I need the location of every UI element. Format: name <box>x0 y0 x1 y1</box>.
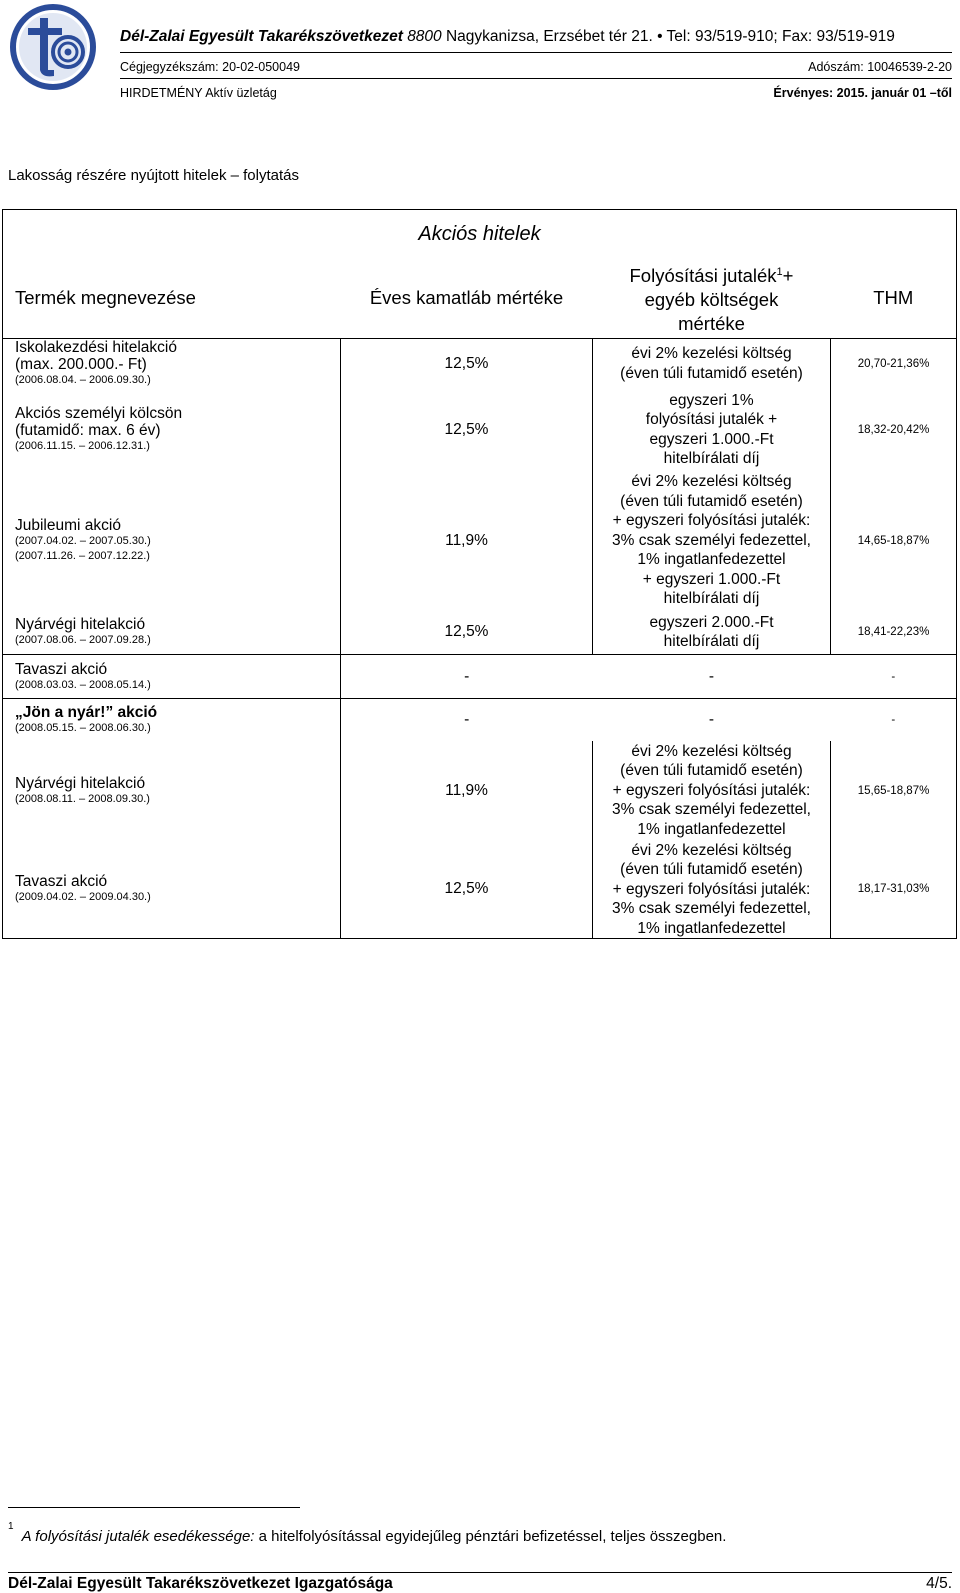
thm-cell: - <box>831 699 957 741</box>
thm-cell: 14,65-18,87% <box>831 471 957 611</box>
footnote-rule <box>8 1507 300 1508</box>
org-address: Nagykanizsa, Erzsébet tér 21. <box>445 28 653 45</box>
footnote-text: a hitelfolyósítással egyidejűleg pénztári befizetéssel, teljes összegben. <box>258 1528 727 1545</box>
page-number: 4/5. <box>926 1575 952 1592</box>
thm-cell: 18,17-31,03% <box>831 841 957 939</box>
fee-cell: évi 2% kezelési költség (éven túli futamidő esetén) + egyszeri folyósítási jutalék: 3% csak személyi fedezettel, 1% ingatlanfedezettel <box>593 841 831 939</box>
fee-cell: évi 2% kezelési költség (éven túli futamidő esetén) + egyszeri folyósítási jutalék: 3% csak személyi fedezettel, 1% ingatlanfedezettel <box>593 741 831 841</box>
cooperative-logo <box>6 4 102 90</box>
fee-cell: egyszeri 2.000.-Ft hitelbírálati díj <box>593 611 831 655</box>
org-name: Dél-Zalai Egyesült Takarékszövetkezet <box>120 28 403 45</box>
product-cell: Nyárvégi hitelakció (2007.08.06. – 2007.09.28.) <box>3 611 341 655</box>
footnote-marker: 1 <box>8 1521 14 1532</box>
col-header-fee: Folyósítási jutalék$^1$+ egyéb költségek mértéke <box>593 258 831 339</box>
bullet-separator: • <box>657 28 663 45</box>
table-row <box>3 655 957 699</box>
product-cell: Tavaszi akció (2008.03.03. – 2008.05.14.) <box>3 655 341 699</box>
thm-cell: 20,70-21,36% <box>831 339 957 389</box>
table-row <box>3 389 957 471</box>
header-rule <box>120 52 952 53</box>
header-contact-line <box>120 28 895 46</box>
header-notice-row <box>120 86 952 100</box>
table-row <box>3 699 957 741</box>
rate-cell: 11,9% <box>341 471 593 611</box>
registry-number: Cégjegyzékszám: 20-02-050049 <box>120 60 300 74</box>
thm-cell: 18,41-22,23% <box>831 611 957 655</box>
thm-cell: 18,32-20,42% <box>831 389 957 471</box>
fee-cell: - <box>708 711 715 728</box>
fee-cell: - <box>593 655 831 699</box>
rate-cell: 12,5% <box>341 339 593 389</box>
col-header-rate: Éves kamatláb mértéke <box>341 258 593 339</box>
footer-rule <box>8 1572 952 1573</box>
rate-cell: - <box>341 655 593 699</box>
validity-label: Érvényes: 2015. január 01 –től <box>773 86 952 100</box>
thm-cell: - <box>831 655 957 699</box>
notice-label: HIRDETMÉNY <box>120 86 203 100</box>
product-cell: Iskolakezdési hitelakció (max. 200.000.- Ft) (2006.08.04. – 2006.09.30.) <box>3 339 341 389</box>
rate-cell: 12,5% <box>341 611 593 655</box>
fee-cell: egyszeri 1% folyósítási jutalék + egyszeri 1.000.-Ft hitelbírálati díj <box>593 389 831 471</box>
header-registry-row <box>120 60 952 74</box>
page-footer <box>8 1575 952 1593</box>
org-phone: Tel: 93/519-910; Fax: 93/519-919 <box>666 28 895 45</box>
footer-issuer: Dél-Zalai Egyesült Takarékszövetkezet Igazgatósága <box>8 1575 393 1592</box>
rate-cell: 11,9% <box>341 741 593 841</box>
footnote-label: A folyósítási jutalék esedékessége: <box>21 1528 255 1545</box>
col-header-thm: THM <box>831 258 957 339</box>
section-title: Lakosság részére nyújtott hitelek – folytatás <box>8 167 299 184</box>
fee-cell: évi 2% kezelési költség (éven túli futamidő esetén) <box>593 339 831 389</box>
footnote <box>8 1521 727 1545</box>
table-row <box>3 841 957 939</box>
notice-sub: Aktív üzletág <box>205 86 277 100</box>
product-cell: Jubileumi akció (2007.04.02. – 2007.05.30.) (2007.11.26. – 2007.12.22.) <box>3 471 341 611</box>
table-row <box>3 741 957 841</box>
product-cell: Tavaszi akció (2009.04.02. – 2009.04.30.) <box>3 841 341 939</box>
table-title: Akciós hitelek <box>3 210 957 259</box>
footnote-marker: 1 <box>776 265 783 278</box>
thm-cell: 15,65-18,87% <box>831 741 957 841</box>
table-row <box>3 611 957 655</box>
rate-cell: 12,5% <box>341 389 593 471</box>
table-row <box>3 471 957 611</box>
rate-cell: 12,5% <box>341 841 593 939</box>
product-cell: „Jön a nyár!” akció (2008.05.15. – 2008.06.30.) <box>3 699 341 741</box>
org-zip: 8800 <box>407 28 442 45</box>
tax-number: Adószám: 10046539-2-20 <box>808 60 952 74</box>
col-header-product: Termék megnevezése <box>3 258 341 339</box>
table-row <box>3 339 957 389</box>
product-cell: Akciós személyi kölcsön (futamidő: max. 6 év) (2006.11.15. – 2006.12.31.) <box>3 389 341 471</box>
promo-loans-table <box>2 209 957 939</box>
header-rule <box>120 78 952 79</box>
product-cell: Nyárvégi hitelakció (2008.08.11. – 2008.09.30.) <box>3 741 341 841</box>
fee-cell: évi 2% kezelési költség (éven túli futamidő esetén) + egyszeri folyósítási jutalék: 3% csak személyi fedezettel, 1% ingatlanfedezettel + egyszeri 1.000.-Ft hitelbírálati díj <box>593 471 831 611</box>
rate-cell: - <box>464 710 470 728</box>
